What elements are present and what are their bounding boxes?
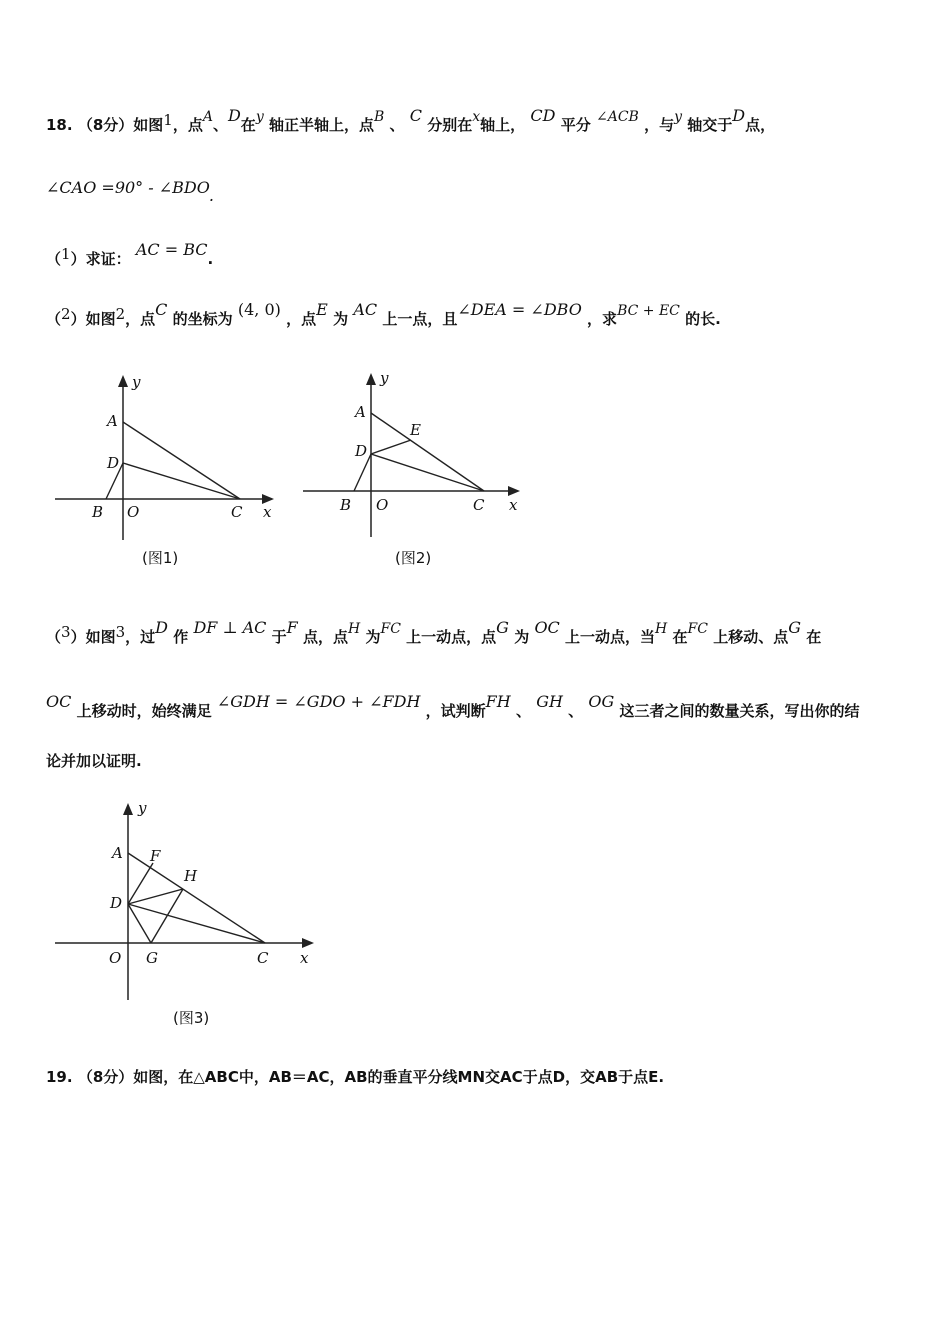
text: 轴上， (480, 116, 526, 134)
text: 为 (333, 310, 349, 328)
fig2-caption: (图2) (395, 549, 432, 567)
math: FC (380, 621, 401, 637)
part-number: 2 (61, 305, 71, 323)
fig-ref: 3 (115, 623, 126, 641)
math: DF ⊥ AC (193, 618, 267, 637)
text: （ (46, 310, 62, 328)
text: 、 (568, 702, 584, 720)
equation: AC = BC (135, 240, 208, 259)
label-D: D (110, 894, 123, 912)
q18-part-2 (46, 300, 721, 329)
text: 作 (173, 628, 189, 646)
text: ，试判断 (425, 702, 486, 720)
figure-3 (50, 795, 330, 1035)
q18-part-3-line-1 (46, 618, 822, 647)
text: 的坐标为 (172, 310, 233, 328)
math: OG (588, 692, 615, 711)
label-E: E (410, 421, 421, 439)
text: 在 (240, 116, 256, 134)
label-x: x (263, 503, 272, 521)
text: . (207, 250, 214, 268)
text: ，点 (172, 116, 203, 134)
text: 、 (515, 702, 531, 720)
text: ，与 (644, 116, 675, 134)
math: H (348, 621, 361, 637)
fig1-caption: (图1) (142, 549, 179, 567)
q19-number: 19. (46, 1068, 73, 1086)
math: F (286, 618, 298, 637)
math: B (373, 109, 385, 125)
text: ）如图 (70, 628, 116, 646)
angle-equation: ∠CAO =90° - ∠BDO (46, 178, 209, 197)
text: 的长. (685, 310, 721, 328)
math: CD (530, 106, 556, 125)
math: FC (687, 621, 708, 637)
label-G: G (146, 949, 158, 967)
text: 这三者之间的数量关系，写出你的结 (619, 702, 860, 720)
text: 上一点，且 (382, 310, 458, 328)
math: A (202, 109, 213, 125)
text: 点， (745, 116, 776, 134)
q18-line-1 (46, 106, 776, 135)
text: 论并加以证明. (46, 752, 142, 770)
q18-score: （8分） (77, 116, 134, 134)
math: G (788, 618, 801, 637)
label-C: C (257, 949, 269, 967)
text: ，点 (125, 310, 156, 328)
part-number: 3 (61, 623, 71, 641)
math: y (674, 109, 682, 125)
math: y (255, 109, 264, 125)
text: 分别在 (427, 116, 473, 134)
label-A: A (112, 844, 123, 862)
math: C (409, 106, 423, 125)
label-D: D (107, 454, 120, 472)
text: 、 (212, 116, 228, 134)
text: 上移动、点 (713, 628, 789, 646)
math: BC + EC (617, 303, 680, 319)
text: 在 (672, 628, 688, 646)
math: ∠ACB (595, 109, 639, 125)
text: 为 (514, 628, 530, 646)
q18-part-1 (46, 240, 214, 269)
q19-line (46, 1066, 664, 1087)
q18-part-3-line-3 (46, 750, 142, 771)
q19-text: （8分）如图，在△ABC中，AB＝AC，AB的垂直平分线MN交AC于点D，交AB于点E. (77, 1068, 665, 1086)
text: 上一动点，点 (406, 628, 497, 646)
label-H: H (184, 867, 198, 885)
text: 轴交于 (687, 116, 733, 134)
label-C: C (231, 503, 243, 521)
text: 、 (389, 116, 405, 134)
math: D (732, 106, 746, 125)
label-F: F (150, 847, 161, 865)
text: 在 (806, 628, 822, 646)
figure-1 (50, 365, 290, 575)
text: （ (46, 628, 62, 646)
math: FH (485, 692, 511, 711)
text: ，点 (286, 310, 317, 328)
math: OC (46, 692, 72, 711)
label-C: C (473, 496, 485, 514)
text: ）如图 (70, 310, 116, 328)
q18-number: 18. (46, 116, 73, 134)
fig3-caption: (图3) (173, 1009, 210, 1027)
label-O: O (127, 503, 140, 521)
q18-line-2 (46, 178, 215, 205)
math: C (155, 300, 168, 319)
label-B: B (340, 496, 352, 514)
math: AC (353, 300, 378, 319)
text: ）求证： (70, 250, 131, 268)
text: 如图 (133, 116, 164, 134)
text: 点，点 (303, 628, 349, 646)
text: （ (46, 250, 62, 268)
text: 轴正半轴上，点 (268, 116, 374, 134)
label-O: O (376, 496, 389, 514)
q18-part-3-line-2 (46, 692, 860, 721)
text: . (208, 186, 215, 205)
label-y: y (380, 369, 389, 387)
label-y: y (132, 373, 141, 391)
label-B: B (92, 503, 104, 521)
text: 平分 (560, 116, 591, 134)
math: ∠DEA = ∠DBO (457, 300, 582, 319)
label-x: x (509, 496, 518, 514)
label-O: O (109, 949, 122, 967)
text: 为 (365, 628, 381, 646)
math: x (472, 109, 481, 125)
label-x: x (300, 949, 309, 967)
math: E (316, 300, 328, 319)
part-number: 1 (61, 245, 71, 263)
label-A: A (107, 412, 118, 430)
label-y: y (138, 799, 147, 817)
label-D: D (355, 442, 368, 460)
figure-2 (298, 365, 538, 575)
coordinate: (4, 0) (237, 300, 281, 319)
label-A: A (355, 403, 366, 421)
angle-equation: ∠GDH = ∠GDO + ∠FDH (216, 692, 421, 711)
text: ，求 (587, 310, 618, 328)
text: 上一动点，当 (565, 628, 656, 646)
text: 于 (271, 628, 287, 646)
text: 上移动时，始终满足 (76, 702, 212, 720)
math: D (227, 106, 241, 125)
math: OC (534, 618, 560, 637)
math: GH (536, 692, 563, 711)
fig-ref: 1 (163, 111, 173, 129)
math: G (496, 618, 509, 637)
math: D (155, 618, 168, 637)
math: H (655, 621, 668, 637)
fig-ref: 2 (115, 305, 126, 323)
text: ，过 (125, 628, 156, 646)
